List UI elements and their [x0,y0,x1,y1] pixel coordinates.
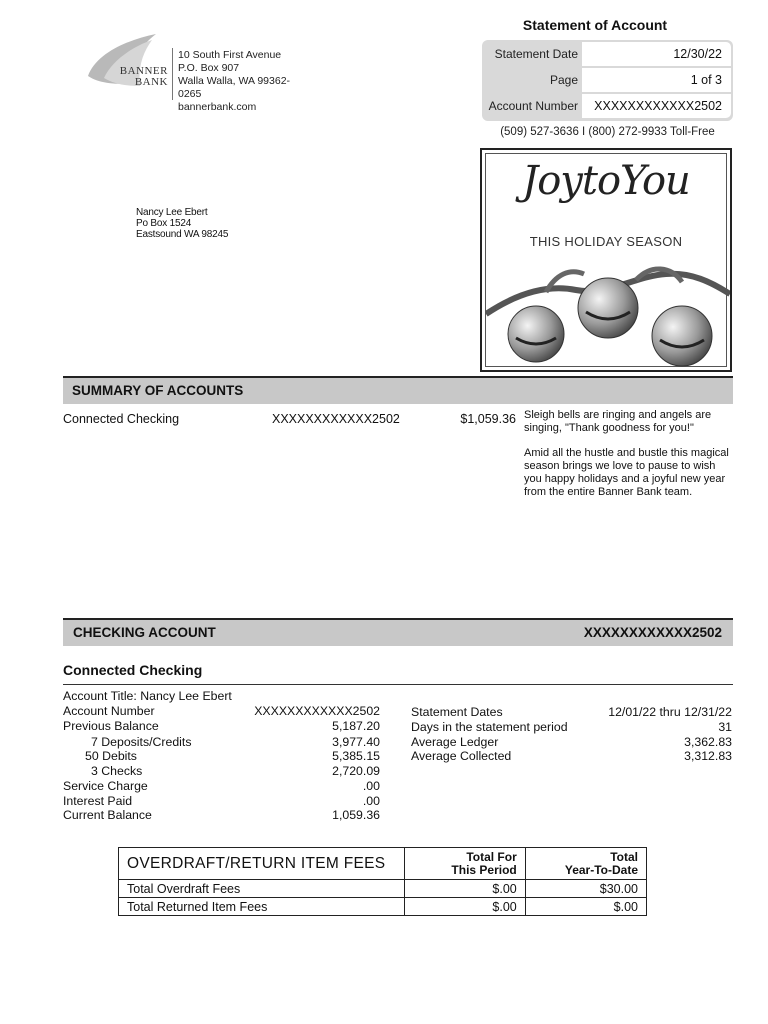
bank-address-line: Walla Walla, WA 99362-0265 [178,75,291,100]
jingle-bells-icon [486,254,730,368]
bank-address-line: 10 South First Avenue [178,49,282,61]
statement-info-box [482,40,733,121]
detail-label-previous-balance: Previous Balance [63,719,159,733]
logo-wordmark [114,66,168,88]
fee-ytd-returned-item: $.00 [525,898,646,916]
account-title: Account Title: Nancy Lee Ebert [63,689,232,703]
fee-label-overdraft: Total Overdraft Fees [119,880,405,898]
fees-col-this-period-line: Total For [466,849,517,864]
fee-ytd-overdraft: $30.00 [525,880,646,898]
detail-value-average-collected: 3,312.83 [684,749,732,763]
holiday-greeting-image [480,148,732,372]
detail-label-account-number: Account Number [63,704,155,718]
holiday-headline: JoytoYou [522,158,690,204]
page-label: Page [549,73,578,87]
detail-value-current-balance: 1,059.36 [332,808,380,822]
detail-value-account-number: XXXXXXXXXXXX2502 [254,704,380,718]
overdraft-fees-table [118,847,647,916]
checking-product-title: Connected Checking [63,662,203,678]
bank-logo-block [86,34,308,113]
holiday-subline: THIS HOLIDAY SEASON [529,234,683,249]
fee-period-overdraft: $.00 [404,880,525,898]
detail-label-deposits: 7 Deposits/Credits [91,735,192,749]
page-row [482,67,733,93]
fees-col-year-to-date-line: Total [610,849,638,864]
fee-period-returned-item: $.00 [404,898,525,916]
detail-label-days-in-period: Days in the statement period [411,720,568,734]
page-value: 1 of 3 [582,68,731,92]
detail-label-interest-paid: Interest Paid [63,794,133,808]
bank-address-line: P.O. Box 907 [178,62,240,74]
statement-date-row [482,41,733,67]
detail-label-current-balance: Current Balance [63,808,152,822]
fees-table-title: OVERDRAFT/RETURN ITEM FEES [119,848,405,880]
detail-value-deposits: 3,977.40 [332,735,380,749]
summary-of-accounts-header: SUMMARY OF ACCOUNTS [63,376,733,404]
fees-table-header [119,848,647,880]
summary-account-balance: $1,059.36 [460,412,516,426]
customer-address-line: Eastsound WA 98245 [136,229,229,240]
bank-address [178,49,308,114]
detail-label-average-collected: Average Collected [411,749,512,763]
detail-value-service-charge: .00 [362,779,380,793]
summary-account-name: Connected Checking [63,412,180,426]
holiday-message [524,409,730,511]
statement-date-value: 12/30/22 [582,42,731,66]
detail-value-interest-paid: .00 [362,794,380,808]
holiday-image-frame [485,153,727,367]
fees-col-this-period [404,848,525,880]
customer-address [136,207,228,240]
detail-value-checks: 2,720.09 [332,764,380,778]
bank-website: bannerbank.com [178,101,257,113]
fees-col-year-to-date [525,848,646,880]
account-number-row [482,93,733,119]
detail-label-debits: 50 Debits [85,749,137,763]
table-row [119,880,647,898]
checking-account-header [63,618,733,646]
detail-label-average-ledger: Average Ledger [411,735,499,749]
checking-account-header-number: XXXXXXXXXXXX2502 [583,625,722,640]
account-number-label: Account Number [488,99,578,113]
bank-phone-numbers: (509) 527-3636 I (800) 272-9933 Toll-Free [500,126,715,138]
detail-value-debits: 5,385.15 [332,749,380,763]
detail-value-previous-balance: 5,187.20 [332,719,380,733]
summary-account-number: XXXXXXXXXXXX2502 [272,412,400,426]
statement-title: Statement of Account [522,17,668,33]
detail-value-statement-dates: 12/01/22 thru 12/31/22 [608,705,732,719]
detail-value-average-ledger: 3,362.83 [684,735,732,749]
detail-label-service-charge: Service Charge [63,779,148,793]
account-number-value: XXXXXXXXXXXX2502 [582,94,731,118]
holiday-message-paragraph: Sleigh bells are ringing and angels are singing, "Thank goodness for you!" [524,409,712,434]
logo-line-1: BANNER [119,65,168,77]
checking-account-header-label: CHECKING ACCOUNT [73,625,216,640]
divider [63,684,733,685]
logo-divider [172,48,173,100]
holiday-message-paragraph: Amid all the hustle and bustle this magical season brings we love to pause to wish you happy holidays and a joyful new year from the entire Banner Bank team. [524,447,729,498]
customer-name: Nancy Lee Ebert [136,207,208,218]
statement-date-label: Statement Date [494,47,578,61]
table-row [119,898,647,916]
detail-label-statement-dates: Statement Dates [411,705,503,719]
logo-line-2: BANK [134,76,168,88]
customer-address-line: Po Box 1524 [136,218,192,229]
fees-col-this-period-line: This Period [451,862,517,877]
detail-label-checks: 3 Checks [91,764,143,778]
detail-value-days-in-period: 31 [718,720,732,734]
fee-label-returned-item: Total Returned Item Fees [119,898,405,916]
fees-col-year-to-date-line: Year-To-Date [564,862,638,877]
